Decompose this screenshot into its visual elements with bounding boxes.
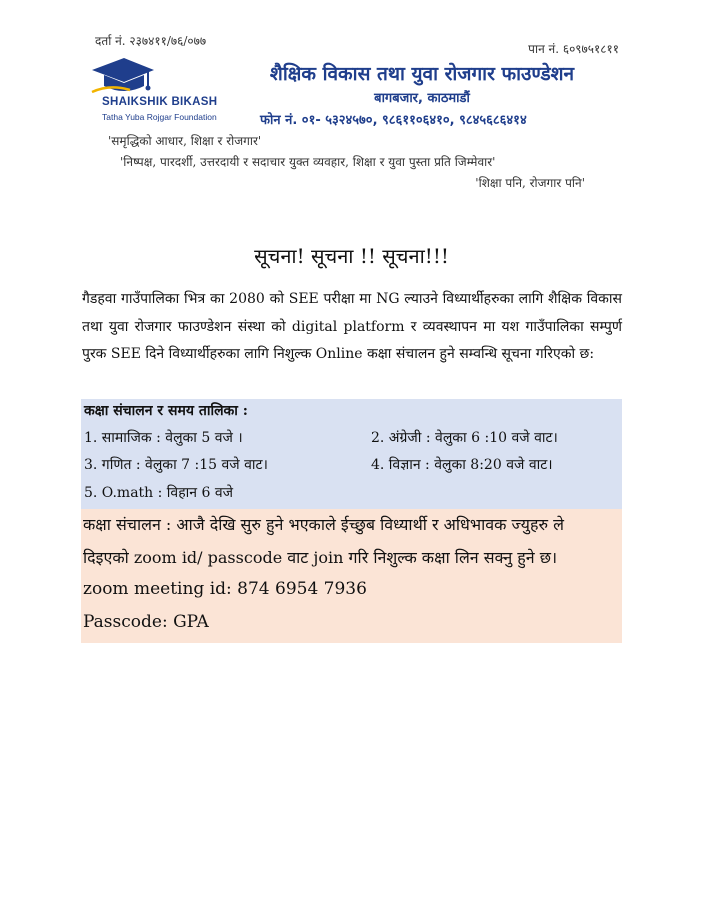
zoom-passcode: Passcode: GPA [83,612,209,632]
notice-heading: सूचना! सूचना !! सूचना!!! [254,244,449,268]
organization-title: शैक्षिक विकास तथा युवा रोजगार फाउण्डेशन [269,63,575,85]
pan-number: पान नं. ६०९७५१८११ [528,42,619,56]
operation-line-2: दिइएको zoom id/ passcode वाट join गरि निशुल्क कक्षा लिन सक्नु हुने छ। [83,548,558,567]
operation-box [81,509,622,643]
schedule-box [81,399,622,509]
graduation-cap-icon [90,56,154,96]
notice-intro: गैडहवा गाउँपालिका भित्र का 2080 को SEE परीक्षा मा NG ल्याउने विध्यार्थीहरुका लागि शैक्षिक विकास तथा युवा रोजगार फाउण्डेशन संस्था को digital platform र व्यवस्थापन मा यश गाउँपालिका सम्पुर्ण पुरक SEE दिने विध्यार्थीहरुका लागि निशुल्क Online कक्षा संचालन हुने सम्वन्धि सूचना गरिएको छ: [82,291,622,362]
schedule-item-math: 3. गणित : वेलुका 7 :15 वजे वाट। [84,457,268,473]
schedule-item-english: 2. अंग्रेजी : वेलुका 6 :10 वजे वाट। [371,430,558,446]
slogan-1: 'समृद्धिको आधार, शिक्षा र रोजगार' [108,134,262,148]
schedule-item-science: 4. विज्ञान : वेलुका 8:20 वजे वाट। [371,457,553,473]
operation-line-1: कक्षा संचालन : आजै देखि सुरु हुने भएकाले ईच्छुब विध्यार्थी र अधिभावक ज्युहरु ले [83,515,564,534]
slogan-3: 'शिक्षा पनि, रोजगार पनि' [475,176,585,190]
registration-number: दर्ता नं. २३७४११/७६/०७७ [95,34,207,48]
organization-phone: फोन नं. ०१- ५३२४५७०, ९८६११०६४१०, ९८४५६८६४१४ [260,113,527,128]
organization-location: बागबजार, काठमाडौं [374,91,470,106]
schedule-item-social: 1. सामाजिक : वेलुका 5 वजे । [84,430,243,446]
logo-name: SHAIKSHIK BIKASH [102,96,218,108]
slogan-2: 'निष्पक्ष, पारदर्शी, उत्तरदायी र सदाचार युक्त व्यवहार, शिक्षा र युवा पुस्ता प्रति जिम्मेवार' [120,155,496,169]
schedule-item-omath: 5. O.math : विहान 6 वजे [84,485,234,501]
logo-subtitle: Tatha Yuba Rojgar Foundation [102,112,217,122]
schedule-title: कक्षा संचालन र समय तालिका : [84,403,248,419]
foundation-logo [84,56,234,128]
zoom-meeting-id: zoom meeting id: 874 6954 7936 [83,579,367,599]
